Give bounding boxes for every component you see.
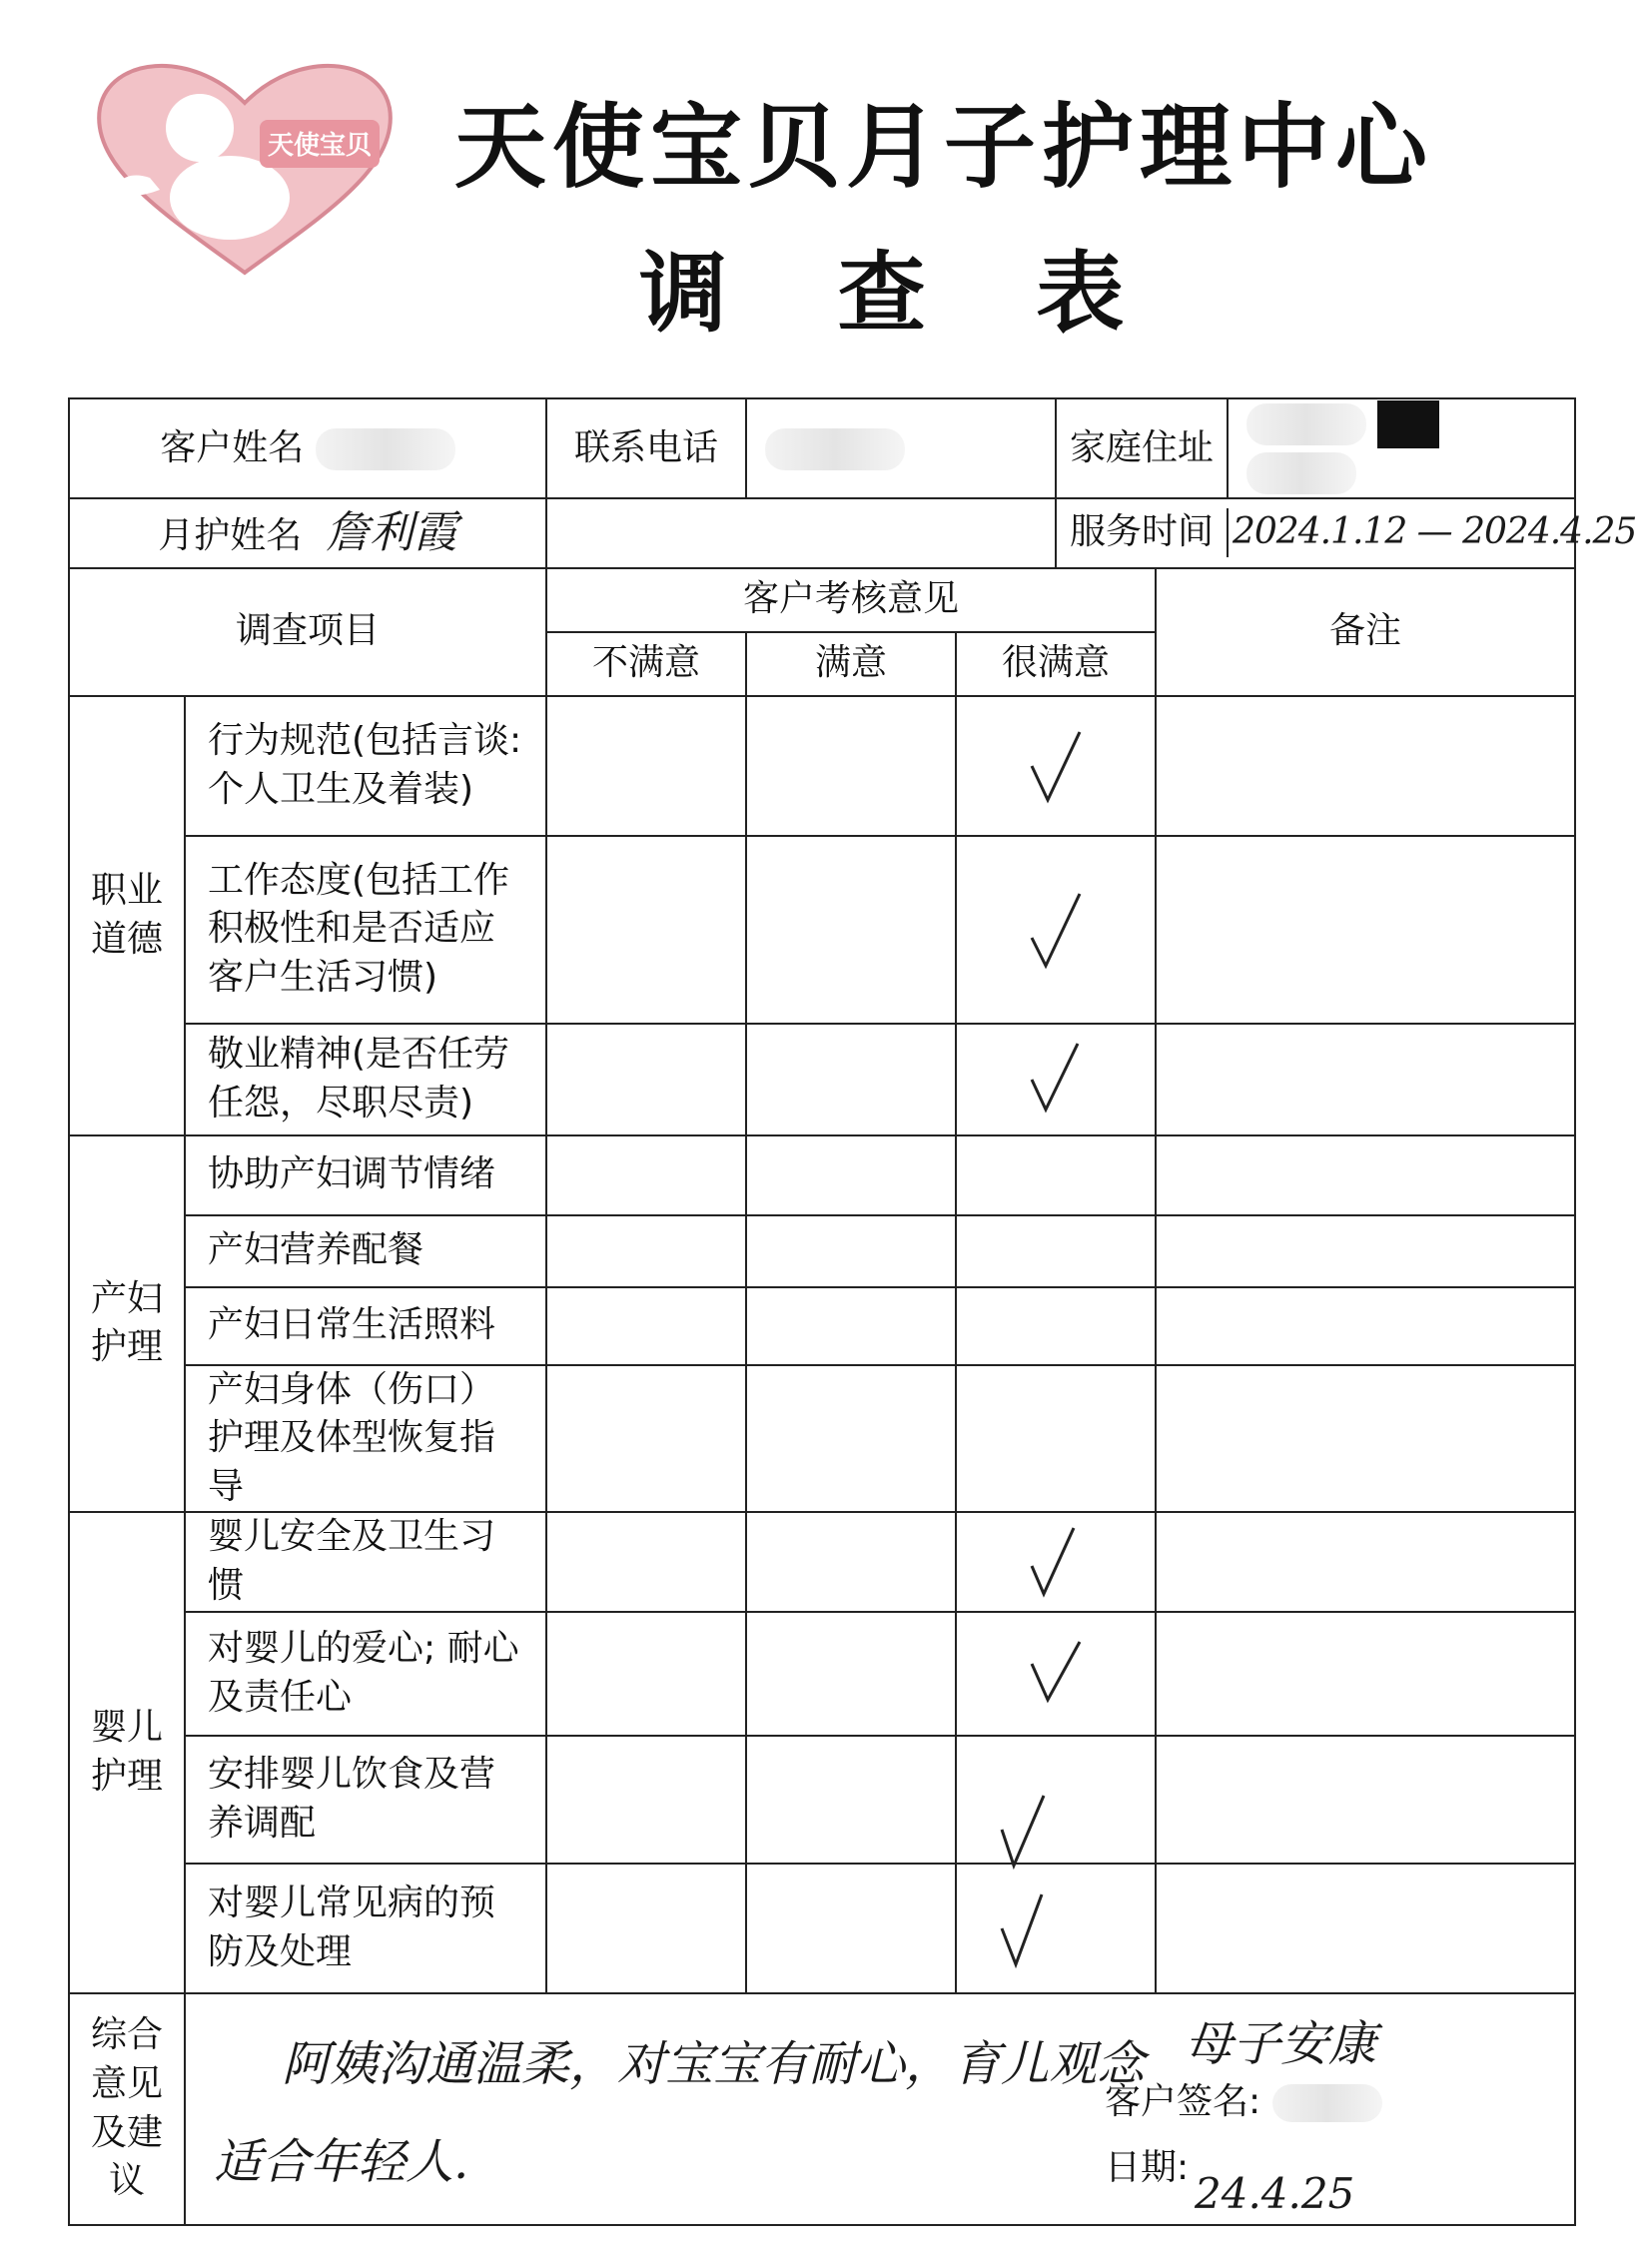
- survey-table: [68, 397, 1637, 2226]
- cell-remarks: [1156, 836, 1575, 1024]
- satisfied-header: 满意: [746, 632, 956, 696]
- cell-very-satisfied: [956, 1135, 1156, 1215]
- form-title: 调 查 表: [639, 242, 1165, 345]
- cell-dissatisfied: [546, 1736, 746, 1864]
- check-mark-icon: [996, 1888, 1056, 1968]
- summary-comment-line2: 适合年轻人.: [214, 2133, 469, 2190]
- cell-dissatisfied: [546, 1512, 746, 1611]
- cell-very-satisfied: [956, 1512, 1156, 1611]
- address-value: [1228, 399, 1574, 497]
- cell-satisfied: [746, 1512, 956, 1611]
- item-infant-patience: 对婴儿的爱心; 耐心及责任心: [185, 1612, 546, 1736]
- phone-label: 联系电话: [546, 398, 746, 498]
- cell-dissatisfied: [546, 1612, 746, 1736]
- cell-very-satisfied: [956, 1365, 1156, 1513]
- cell-remarks: [1156, 1215, 1575, 1287]
- service-time-subtable: [1057, 508, 1637, 557]
- logo-text: 天使宝贝: [267, 131, 373, 161]
- cell-satisfied: [746, 1287, 956, 1365]
- cell-dissatisfied: [546, 1135, 746, 1215]
- item-infant-illness: 对婴儿常见病的预防及处理: [185, 1864, 546, 1993]
- category-professional-ethics: 职业 道德: [69, 696, 185, 1135]
- check-mark-icon: [996, 1790, 1056, 1870]
- category-infant-care: 婴儿 护理: [69, 1512, 185, 1992]
- summary-comment-line1: 阿姨沟通温柔，对宝宝有耐心，育儿观念: [282, 2035, 1146, 2092]
- remarks-header: 备注: [1156, 568, 1575, 696]
- item-infant-feeding: 安排婴儿饮食及营养调配: [185, 1736, 546, 1864]
- item-emotional-support: 协助产妇调节情绪: [185, 1135, 546, 1215]
- item-work-attitude: 工作态度(包括工作积极性和是否适应客户生活习惯): [185, 836, 546, 1024]
- redaction-block: [1377, 400, 1439, 448]
- signature-label: 客户签名:: [1105, 2080, 1261, 2122]
- service-time-label: 服务时间: [1057, 508, 1228, 557]
- address-cell: [1056, 398, 1575, 498]
- item-infant-safety: 婴儿安全及卫生习惯: [185, 1512, 546, 1611]
- cell-remarks: [1156, 1135, 1575, 1215]
- cell-dissatisfied: [546, 1024, 746, 1135]
- org-name: 天使宝贝月子护理中心: [454, 94, 1434, 201]
- cell-dissatisfied: [546, 1287, 746, 1365]
- category-maternal-care: 产妇 护理: [69, 1135, 185, 1513]
- dissatisfied-header: 不满意: [546, 632, 746, 696]
- check-mark-icon: [1026, 890, 1086, 970]
- customer-opinion-header: 客户考核意见: [546, 568, 1156, 632]
- cell-very-satisfied: [956, 1864, 1156, 1993]
- address-label: 家庭住址: [1057, 399, 1228, 497]
- cell-dissatisfied: [546, 1864, 746, 1993]
- cell-dissatisfied: [546, 1365, 746, 1513]
- redacted-address-1: [1246, 403, 1366, 445]
- cell-remarks: [1156, 1287, 1575, 1365]
- service-time-value: 2024.1.12 — 2024.4.25: [1233, 511, 1637, 553]
- redacted-address-2: [1246, 452, 1356, 494]
- check-mark-icon: [1026, 1040, 1086, 1120]
- cell-remarks: [1156, 1612, 1575, 1736]
- redacted-customer-name: [316, 428, 455, 470]
- cell-very-satisfied: [956, 1024, 1156, 1135]
- cell-very-satisfied: [956, 1215, 1156, 1287]
- cell-dissatisfied: [546, 696, 746, 836]
- cell-remarks: [1156, 1864, 1575, 1993]
- date-value: 24.4.25: [1195, 2168, 1355, 2218]
- cell-remarks: [1156, 1736, 1575, 1864]
- cell-remarks: [1156, 696, 1575, 836]
- cell-satisfied: [746, 836, 956, 1024]
- cell-very-satisfied: [956, 696, 1156, 836]
- check-mark-icon: [1026, 726, 1086, 806]
- cell-satisfied: [746, 1135, 956, 1215]
- item-nutrition-meals: 产妇营养配餐: [185, 1215, 546, 1287]
- signature-label-group: [1105, 2078, 1382, 2127]
- item-behavior: 行为规范(包括言谈:个人卫生及着装): [185, 696, 546, 836]
- cell-dissatisfied: [546, 836, 746, 1024]
- redacted-signature: [1272, 2084, 1382, 2122]
- cell-satisfied: [746, 1215, 956, 1287]
- nurse-name-value: 詹利霞: [325, 506, 457, 558]
- item-daily-care: 产妇日常生活照料: [185, 1287, 546, 1365]
- cell-remarks: [1156, 1365, 1575, 1513]
- summary-label: 综合 意见 及建 议: [69, 1993, 185, 2225]
- item-recovery-guidance: 产妇身体（伤口）护理及体型恢复指导: [185, 1365, 546, 1513]
- cell-very-satisfied: [956, 836, 1156, 1024]
- redacted-phone: [765, 428, 905, 470]
- cell-dissatisfied: [546, 1215, 746, 1287]
- cell-satisfied: [746, 696, 956, 836]
- cell-satisfied: [746, 1864, 956, 1993]
- nurse-name-label: 月护姓名: [158, 514, 303, 556]
- heart-logo: [80, 48, 410, 278]
- cell-very-satisfied: [956, 1287, 1156, 1365]
- phone-value-cell: [746, 398, 1056, 498]
- nurse-blank-cell: [546, 498, 1056, 568]
- nurse-name-cell: [69, 498, 546, 568]
- check-mark-icon: [1026, 1634, 1086, 1714]
- date-label: 日期:: [1105, 2146, 1190, 2188]
- summary-cell: [185, 1993, 1575, 2225]
- cell-satisfied: [746, 1612, 956, 1736]
- address-subtable: [1057, 399, 1574, 497]
- customer-name-cell: [69, 398, 546, 498]
- cell-satisfied: [746, 1736, 956, 1864]
- check-mark-icon: [1026, 1522, 1086, 1602]
- cell-remarks: [1156, 1512, 1575, 1611]
- cell-satisfied: [746, 1024, 956, 1135]
- survey-items-header: 调查项目: [69, 568, 546, 696]
- cell-satisfied: [746, 1365, 956, 1513]
- signature-note: 母子安康: [1185, 2015, 1377, 2072]
- cell-very-satisfied: [956, 1736, 1156, 1864]
- customer-name-label: 客户姓名: [160, 426, 305, 468]
- cell-remarks: [1156, 1024, 1575, 1135]
- service-time-cell: [1056, 498, 1637, 568]
- very-satisfied-header: 很满意: [956, 632, 1156, 696]
- cell-very-satisfied: [956, 1612, 1156, 1736]
- item-dedication: 敬业精神(是否任劳任怨，尽职尽责): [185, 1024, 546, 1135]
